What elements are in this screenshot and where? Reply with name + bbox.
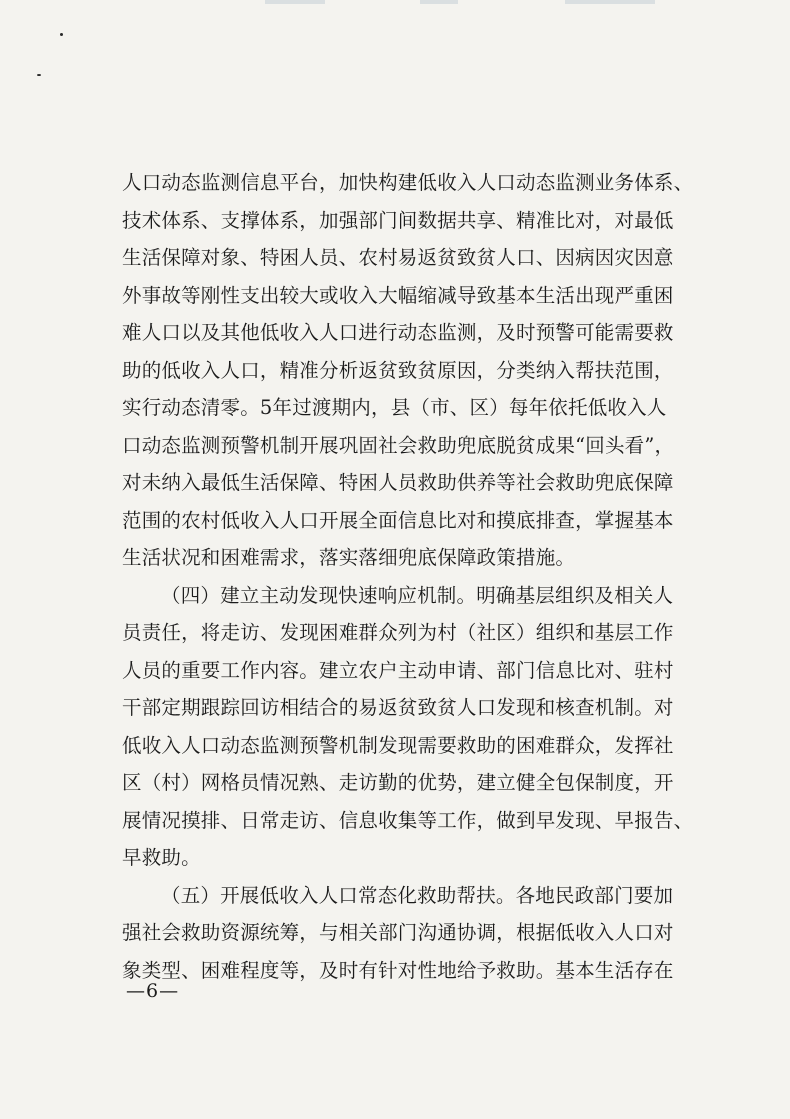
page-number: —6— <box>126 980 180 1002</box>
text-line: 干部定期跟踪回访相结合的易返贫致贫人口发现和核查机制。对 <box>122 696 674 719</box>
text-line: 生活状况和困难需求，落实落细兜底保障政策措施。 <box>122 546 576 569</box>
text-line: 象类型、困难程度等，及时有针对性地给予救助。基本生活存在 <box>122 958 674 982</box>
text-line: 员责任，将走访、发现困难群众列为村（社区）组织和基层工作 <box>122 621 674 644</box>
scan-edge-mark <box>420 0 458 4</box>
text-line: 助的低收入人口，精准分析返贫致贫原因，分类纳入帮扶范围， <box>122 358 674 382</box>
text-line: 人口动态监测信息平台，加快构建低收入人口动态监测业务体系、 <box>122 171 694 194</box>
text-line: 区（村）网格员情况熟、走访勤的优势，建立健全包保制度，开 <box>122 771 674 794</box>
text-line: 难人口以及其他低收入人口进行动态监测，及时预警可能需要救 <box>122 321 674 344</box>
scan-edge-mark <box>565 0 655 4</box>
text-line: 生活保障对象、特困人员、农村易返贫致贫人口、因病因灾因意 <box>122 246 674 269</box>
scan-speck <box>60 33 63 36</box>
paragraph-section-4 <box>122 577 694 877</box>
text-line: 外事故等刚性支出较大或收入大幅缩减导致基本生活出现严重困 <box>122 283 674 307</box>
paragraph <box>122 164 694 577</box>
text-line: 人员的重要工作内容。建立农户主动申请、部门信息比对、驻村 <box>122 658 674 682</box>
section-heading-line: （四）建立主动发现快速响应机制。明确基层组织及相关人 <box>161 583 674 607</box>
text-line: 强社会救助资源统筹，与相关部门沟通协调，根据低收入人口对 <box>122 921 674 944</box>
text-line: 实行动态清零。5年过渡期内，县（市、区）每年依托低收入人 <box>122 396 667 419</box>
text-line: 展情况摸排、日常走访、信息收集等工作，做到早发现、早报告、 <box>122 808 694 832</box>
text-line: 低收入人口动态监测预警机制发现需要救助的困难群众，发挥社 <box>122 733 674 757</box>
text-line: 对未纳入最低生活保障、特困人员救助供养等社会救助兜底保障 <box>122 471 674 494</box>
scan-edge-mark <box>265 0 325 4</box>
text-line: 范围的农村低收入人口开展全面信息比对和摸底排查，掌握基本 <box>122 508 674 532</box>
scan-speck <box>37 74 41 76</box>
section-heading-line: （五）开展低收入人口常态化救助帮扶。各地民政部门要加 <box>161 883 674 907</box>
text-line: 技术体系、支撑体系，加强部门间数据共享、精准比对，对最低 <box>122 208 674 232</box>
text-line: 口动态监测预警机制开展巩固社会救助兜底脱贫成果“回头看”， <box>122 433 675 457</box>
paragraph-section-5 <box>122 877 682 990</box>
text-line: 早救助。 <box>122 846 201 869</box>
document-body <box>122 164 694 989</box>
